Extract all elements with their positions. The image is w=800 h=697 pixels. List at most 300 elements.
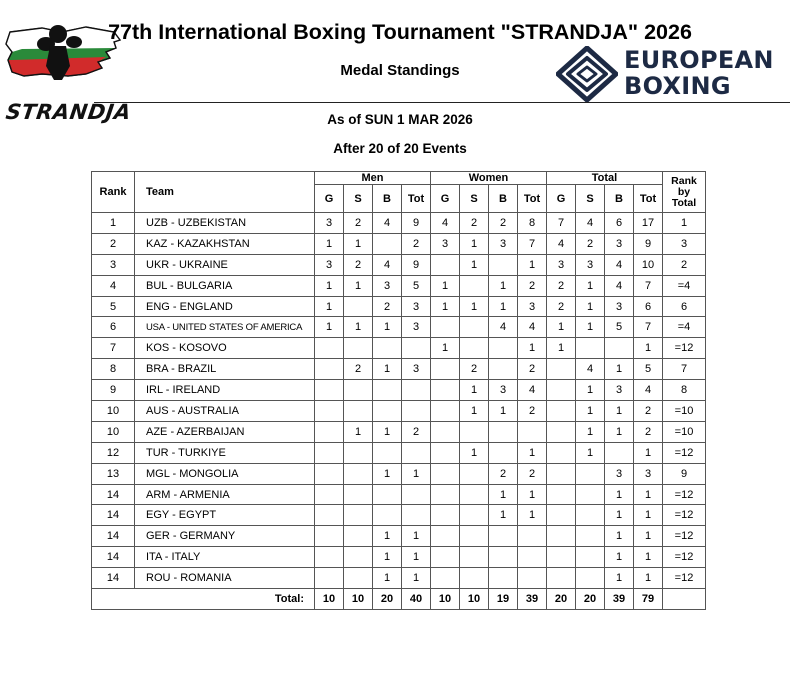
rank-by-total-cell: =10 <box>663 401 706 422</box>
rank-cell: 10 <box>92 401 135 422</box>
women-b-cell: 3 <box>489 380 518 401</box>
men-b-cell: 1 <box>373 568 402 589</box>
women-g-cell: 1 <box>431 338 460 359</box>
women-s-cell: 1 <box>460 254 489 275</box>
women-s-cell: 2 <box>460 213 489 234</box>
women-s-cell <box>460 547 489 568</box>
women-b-cell: 4 <box>489 317 518 338</box>
total-b-cell: 1 <box>605 505 634 526</box>
women-tot-cell <box>518 421 547 442</box>
men-g-cell: 1 <box>315 296 344 317</box>
table-row <box>92 317 706 338</box>
total-b-cell: 6 <box>605 213 634 234</box>
header-total: Total <box>547 172 663 185</box>
men-s-cell <box>344 380 373 401</box>
men-s-cell <box>344 463 373 484</box>
total-s-cell: 3 <box>576 254 605 275</box>
women-s-cell <box>460 568 489 589</box>
total-g-cell <box>547 421 576 442</box>
men-b-cell: 4 <box>373 213 402 234</box>
women-b-cell: 2 <box>489 213 518 234</box>
women-b-cell <box>489 547 518 568</box>
total-men-s: 10 <box>344 589 373 610</box>
header-rank-by-total: Rank by Total <box>663 172 706 213</box>
women-g-cell <box>431 505 460 526</box>
team-cell: EGY - EGYPT <box>135 505 315 526</box>
women-s-cell <box>460 505 489 526</box>
total-men-g: 10 <box>315 589 344 610</box>
women-tot-cell: 2 <box>518 463 547 484</box>
women-tot-cell: 1 <box>518 442 547 463</box>
subheader-total-tot: Tot <box>634 185 663 213</box>
men-tot-cell <box>402 401 431 422</box>
header-men: Men <box>315 172 431 185</box>
total-g-cell <box>547 359 576 380</box>
men-g-cell <box>315 359 344 380</box>
women-b-cell: 1 <box>489 296 518 317</box>
men-g-cell: 3 <box>315 213 344 234</box>
team-cell: MGL - MONGOLIA <box>135 463 315 484</box>
men-tot-cell: 3 <box>402 296 431 317</box>
subheader-men-g: G <box>315 185 344 213</box>
women-tot-cell: 8 <box>518 213 547 234</box>
men-g-cell: 3 <box>315 254 344 275</box>
team-cell: KAZ - KAZAKHSTAN <box>135 233 315 254</box>
rank-by-total-cell: 2 <box>663 254 706 275</box>
team-cell: KOS - KOSOVO <box>135 338 315 359</box>
women-b-cell: 1 <box>489 275 518 296</box>
total-b-cell: 1 <box>605 547 634 568</box>
men-s-cell: 1 <box>344 421 373 442</box>
total-tot-cell: 1 <box>634 442 663 463</box>
women-g-cell <box>431 568 460 589</box>
total-tot-cell: 4 <box>634 380 663 401</box>
total-s-cell <box>576 505 605 526</box>
men-g-cell <box>315 484 344 505</box>
total-s-cell: 1 <box>576 442 605 463</box>
women-g-cell <box>431 547 460 568</box>
total-b-cell: 1 <box>605 421 634 442</box>
men-tot-cell <box>402 338 431 359</box>
men-g-cell <box>315 338 344 359</box>
rank-cell: 12 <box>92 442 135 463</box>
women-tot-cell: 2 <box>518 275 547 296</box>
women-s-cell <box>460 275 489 296</box>
women-tot-cell: 1 <box>518 484 547 505</box>
total-g-cell: 7 <box>547 213 576 234</box>
total-b-cell: 3 <box>605 463 634 484</box>
women-b-cell: 1 <box>489 484 518 505</box>
total-tot-cell: 17 <box>634 213 663 234</box>
men-s-cell <box>344 401 373 422</box>
rank-cell: 13 <box>92 463 135 484</box>
rank-cell: 5 <box>92 296 135 317</box>
total-g-cell: 1 <box>547 317 576 338</box>
men-tot-cell <box>402 505 431 526</box>
men-b-cell <box>373 442 402 463</box>
total-women-b: 19 <box>489 589 518 610</box>
total-tot-cell: 1 <box>634 547 663 568</box>
women-b-cell <box>489 359 518 380</box>
rank-by-total-cell: =4 <box>663 275 706 296</box>
total-tot-cell: 2 <box>634 401 663 422</box>
total-b-cell: 1 <box>605 526 634 547</box>
subheader-men-s: S <box>344 185 373 213</box>
european-boxing-cube-icon <box>556 46 618 102</box>
rank-cell: 14 <box>92 505 135 526</box>
totals-label: Total: <box>92 589 315 610</box>
men-s-cell: 2 <box>344 213 373 234</box>
total-g-cell <box>547 463 576 484</box>
men-g-cell <box>315 505 344 526</box>
women-g-cell <box>431 359 460 380</box>
total-tot-cell: 10 <box>634 254 663 275</box>
men-s-cell: 1 <box>344 233 373 254</box>
women-tot-cell: 1 <box>518 505 547 526</box>
total-b-cell: 4 <box>605 275 634 296</box>
women-s-cell <box>460 463 489 484</box>
women-b-cell <box>489 526 518 547</box>
rank-cell: 9 <box>92 380 135 401</box>
team-cell: ITA - ITALY <box>135 547 315 568</box>
rank-by-total-cell: 1 <box>663 213 706 234</box>
women-g-cell <box>431 526 460 547</box>
table-row <box>92 421 706 442</box>
subheader-women-s: S <box>460 185 489 213</box>
total-tot-cell: 1 <box>634 484 663 505</box>
men-g-cell <box>315 380 344 401</box>
total-tot-cell: 1 <box>634 505 663 526</box>
rank-cell: 8 <box>92 359 135 380</box>
rank-cell: 14 <box>92 568 135 589</box>
total-b-cell: 4 <box>605 254 634 275</box>
total-all-s: 20 <box>576 589 605 610</box>
total-b-cell: 1 <box>605 359 634 380</box>
total-tot-cell: 1 <box>634 526 663 547</box>
total-g-cell: 4 <box>547 233 576 254</box>
rank-cell: 10 <box>92 421 135 442</box>
total-s-cell: 1 <box>576 275 605 296</box>
men-s-cell <box>344 568 373 589</box>
women-s-cell: 1 <box>460 380 489 401</box>
men-s-cell: 1 <box>344 275 373 296</box>
table-row <box>92 359 706 380</box>
men-tot-cell: 9 <box>402 213 431 234</box>
men-g-cell <box>315 442 344 463</box>
total-all-tot: 79 <box>634 589 663 610</box>
total-b-cell: 3 <box>605 380 634 401</box>
header-rank: Rank <box>92 172 135 213</box>
rank-by-total-cell: 3 <box>663 233 706 254</box>
women-tot-cell: 1 <box>518 254 547 275</box>
rank-cell: 1 <box>92 213 135 234</box>
total-g-cell: 2 <box>547 275 576 296</box>
total-tot-cell: 1 <box>634 568 663 589</box>
total-women-tot: 39 <box>518 589 547 610</box>
rank-by-total-cell: =12 <box>663 526 706 547</box>
women-g-cell <box>431 254 460 275</box>
women-b-cell: 1 <box>489 401 518 422</box>
team-cell: ROU - ROMANIA <box>135 568 315 589</box>
men-b-cell <box>373 233 402 254</box>
men-g-cell <box>315 421 344 442</box>
rank-by-total-cell: =12 <box>663 442 706 463</box>
men-s-cell <box>344 338 373 359</box>
men-b-cell: 1 <box>373 463 402 484</box>
table-row <box>92 296 706 317</box>
total-s-cell <box>576 338 605 359</box>
total-g-cell <box>547 568 576 589</box>
total-g-cell <box>547 484 576 505</box>
table-row <box>92 254 706 275</box>
men-b-cell <box>373 338 402 359</box>
men-b-cell: 1 <box>373 526 402 547</box>
men-b-cell <box>373 484 402 505</box>
women-s-cell: 2 <box>460 359 489 380</box>
total-s-cell <box>576 568 605 589</box>
men-b-cell <box>373 505 402 526</box>
women-g-cell <box>431 463 460 484</box>
as-of-date: As of SUN 1 MAR 2026 <box>327 112 473 127</box>
men-g-cell: 1 <box>315 233 344 254</box>
women-b-cell <box>489 442 518 463</box>
table-row <box>92 380 706 401</box>
table-row <box>92 213 706 234</box>
total-b-cell: 1 <box>605 484 634 505</box>
women-g-cell <box>431 484 460 505</box>
table-row <box>92 526 706 547</box>
events-count: After 20 of 20 Events <box>333 141 467 156</box>
rank-cell: 14 <box>92 484 135 505</box>
totals-blank <box>663 589 706 610</box>
total-tot-cell: 7 <box>634 317 663 338</box>
rank-by-total-cell: =12 <box>663 484 706 505</box>
men-s-cell <box>344 484 373 505</box>
rank-cell: 6 <box>92 317 135 338</box>
totals-row <box>92 589 706 610</box>
total-b-cell: 1 <box>605 568 634 589</box>
total-g-cell <box>547 547 576 568</box>
total-s-cell: 4 <box>576 213 605 234</box>
women-b-cell <box>489 568 518 589</box>
team-cell: UKR - UKRAINE <box>135 254 315 275</box>
men-tot-cell: 9 <box>402 254 431 275</box>
total-s-cell: 1 <box>576 380 605 401</box>
total-tot-cell: 1 <box>634 338 663 359</box>
rank-cell: 3 <box>92 254 135 275</box>
men-g-cell <box>315 401 344 422</box>
rank-by-total-cell: =12 <box>663 505 706 526</box>
rank-cell: 14 <box>92 547 135 568</box>
table-row <box>92 463 706 484</box>
men-tot-cell: 3 <box>402 317 431 338</box>
women-b-cell: 3 <box>489 233 518 254</box>
women-g-cell: 3 <box>431 233 460 254</box>
total-all-g: 20 <box>547 589 576 610</box>
women-s-cell <box>460 526 489 547</box>
total-women-g: 10 <box>431 589 460 610</box>
rank-by-total-cell: =12 <box>663 547 706 568</box>
women-tot-cell <box>518 547 547 568</box>
rank-by-total-cell: =10 <box>663 421 706 442</box>
men-tot-cell: 1 <box>402 547 431 568</box>
rank-cell: 14 <box>92 526 135 547</box>
total-men-tot: 40 <box>402 589 431 610</box>
women-s-cell: 1 <box>460 442 489 463</box>
men-s-cell <box>344 526 373 547</box>
total-s-cell <box>576 526 605 547</box>
women-g-cell: 1 <box>431 275 460 296</box>
rank-by-total-cell: 6 <box>663 296 706 317</box>
women-s-cell: 1 <box>460 296 489 317</box>
women-s-cell <box>460 317 489 338</box>
men-g-cell <box>315 547 344 568</box>
team-cell: AUS - AUSTRALIA <box>135 401 315 422</box>
table-row <box>92 338 706 359</box>
men-tot-cell <box>402 380 431 401</box>
women-s-cell <box>460 484 489 505</box>
strandja-wordmark: STRANDJA <box>4 100 133 124</box>
total-men-b: 20 <box>373 589 402 610</box>
men-s-cell <box>344 547 373 568</box>
rank-by-total-cell: 9 <box>663 463 706 484</box>
women-b-cell <box>489 421 518 442</box>
total-g-cell <box>547 526 576 547</box>
women-tot-cell <box>518 526 547 547</box>
rank-by-total-cell: =12 <box>663 568 706 589</box>
women-tot-cell: 2 <box>518 401 547 422</box>
women-tot-cell: 1 <box>518 338 547 359</box>
team-cell: BRA - BRAZIL <box>135 359 315 380</box>
men-s-cell: 2 <box>344 359 373 380</box>
men-b-cell <box>373 380 402 401</box>
men-tot-cell: 1 <box>402 526 431 547</box>
rank-cell: 4 <box>92 275 135 296</box>
subheader-women-tot: Tot <box>518 185 547 213</box>
eb-word-european: EUROPEAN <box>624 46 774 74</box>
total-s-cell: 4 <box>576 359 605 380</box>
page-title: 77th International Boxing Tournament "STRANDJA" 2026 <box>108 20 692 44</box>
men-s-cell: 2 <box>344 254 373 275</box>
men-b-cell: 1 <box>373 421 402 442</box>
men-tot-cell: 3 <box>402 359 431 380</box>
women-g-cell <box>431 442 460 463</box>
women-tot-cell: 3 <box>518 296 547 317</box>
rank-by-total-cell: 7 <box>663 359 706 380</box>
total-s-cell <box>576 463 605 484</box>
total-g-cell <box>547 442 576 463</box>
women-g-cell <box>431 401 460 422</box>
women-s-cell: 1 <box>460 233 489 254</box>
subheader-total-s: S <box>576 185 605 213</box>
total-tot-cell: 5 <box>634 359 663 380</box>
medal-table <box>91 171 706 610</box>
team-cell: BUL - BULGARIA <box>135 275 315 296</box>
men-tot-cell: 5 <box>402 275 431 296</box>
men-tot-cell: 1 <box>402 568 431 589</box>
subheader-women-b: B <box>489 185 518 213</box>
men-tot-cell <box>402 442 431 463</box>
men-b-cell: 3 <box>373 275 402 296</box>
total-g-cell <box>547 505 576 526</box>
table-row <box>92 275 706 296</box>
total-b-cell: 1 <box>605 401 634 422</box>
men-g-cell <box>315 463 344 484</box>
women-tot-cell: 4 <box>518 317 547 338</box>
men-s-cell: 1 <box>344 317 373 338</box>
team-cell: UZB - UZBEKISTAN <box>135 213 315 234</box>
header-team: Team <box>135 172 315 213</box>
rank-by-total-cell: 8 <box>663 380 706 401</box>
rank-cell: 2 <box>92 233 135 254</box>
men-s-cell <box>344 296 373 317</box>
men-tot-cell: 2 <box>402 233 431 254</box>
men-s-cell <box>344 505 373 526</box>
total-s-cell: 2 <box>576 233 605 254</box>
total-s-cell: 1 <box>576 317 605 338</box>
total-s-cell <box>576 484 605 505</box>
women-b-cell <box>489 338 518 359</box>
women-b-cell: 1 <box>489 505 518 526</box>
subheader-men-b: B <box>373 185 402 213</box>
men-g-cell <box>315 568 344 589</box>
table-row <box>92 547 706 568</box>
women-g-cell <box>431 317 460 338</box>
team-cell: AZE - AZERBAIJAN <box>135 421 315 442</box>
page-subtitle: Medal Standings <box>340 62 460 79</box>
men-tot-cell: 1 <box>402 463 431 484</box>
subheader-men-tot: Tot <box>402 185 431 213</box>
eb-word-boxing: BOXING <box>624 72 731 100</box>
total-tot-cell: 6 <box>634 296 663 317</box>
total-b-cell <box>605 442 634 463</box>
women-s-cell: 1 <box>460 401 489 422</box>
women-tot-cell: 4 <box>518 380 547 401</box>
women-b-cell: 2 <box>489 463 518 484</box>
women-g-cell <box>431 421 460 442</box>
table-row <box>92 401 706 422</box>
men-tot-cell: 2 <box>402 421 431 442</box>
total-s-cell: 1 <box>576 401 605 422</box>
men-g-cell: 1 <box>315 317 344 338</box>
men-g-cell <box>315 526 344 547</box>
total-women-s: 10 <box>460 589 489 610</box>
women-g-cell: 4 <box>431 213 460 234</box>
women-tot-cell: 7 <box>518 233 547 254</box>
men-b-cell: 1 <box>373 359 402 380</box>
women-b-cell <box>489 254 518 275</box>
men-tot-cell <box>402 484 431 505</box>
total-g-cell: 1 <box>547 338 576 359</box>
total-g-cell: 3 <box>547 254 576 275</box>
subheader-total-g: G <box>547 185 576 213</box>
table-row <box>92 233 706 254</box>
total-tot-cell: 9 <box>634 233 663 254</box>
men-b-cell: 4 <box>373 254 402 275</box>
total-g-cell <box>547 380 576 401</box>
table-row <box>92 568 706 589</box>
men-b-cell <box>373 401 402 422</box>
women-tot-cell: 2 <box>518 359 547 380</box>
total-b-cell: 5 <box>605 317 634 338</box>
team-cell: ARM - ARMENIA <box>135 484 315 505</box>
team-cell: ENG - ENGLAND <box>135 296 315 317</box>
total-b-cell: 3 <box>605 296 634 317</box>
rank-by-total-cell: =12 <box>663 338 706 359</box>
men-s-cell <box>344 442 373 463</box>
men-b-cell: 1 <box>373 547 402 568</box>
subheader-women-g: G <box>431 185 460 213</box>
